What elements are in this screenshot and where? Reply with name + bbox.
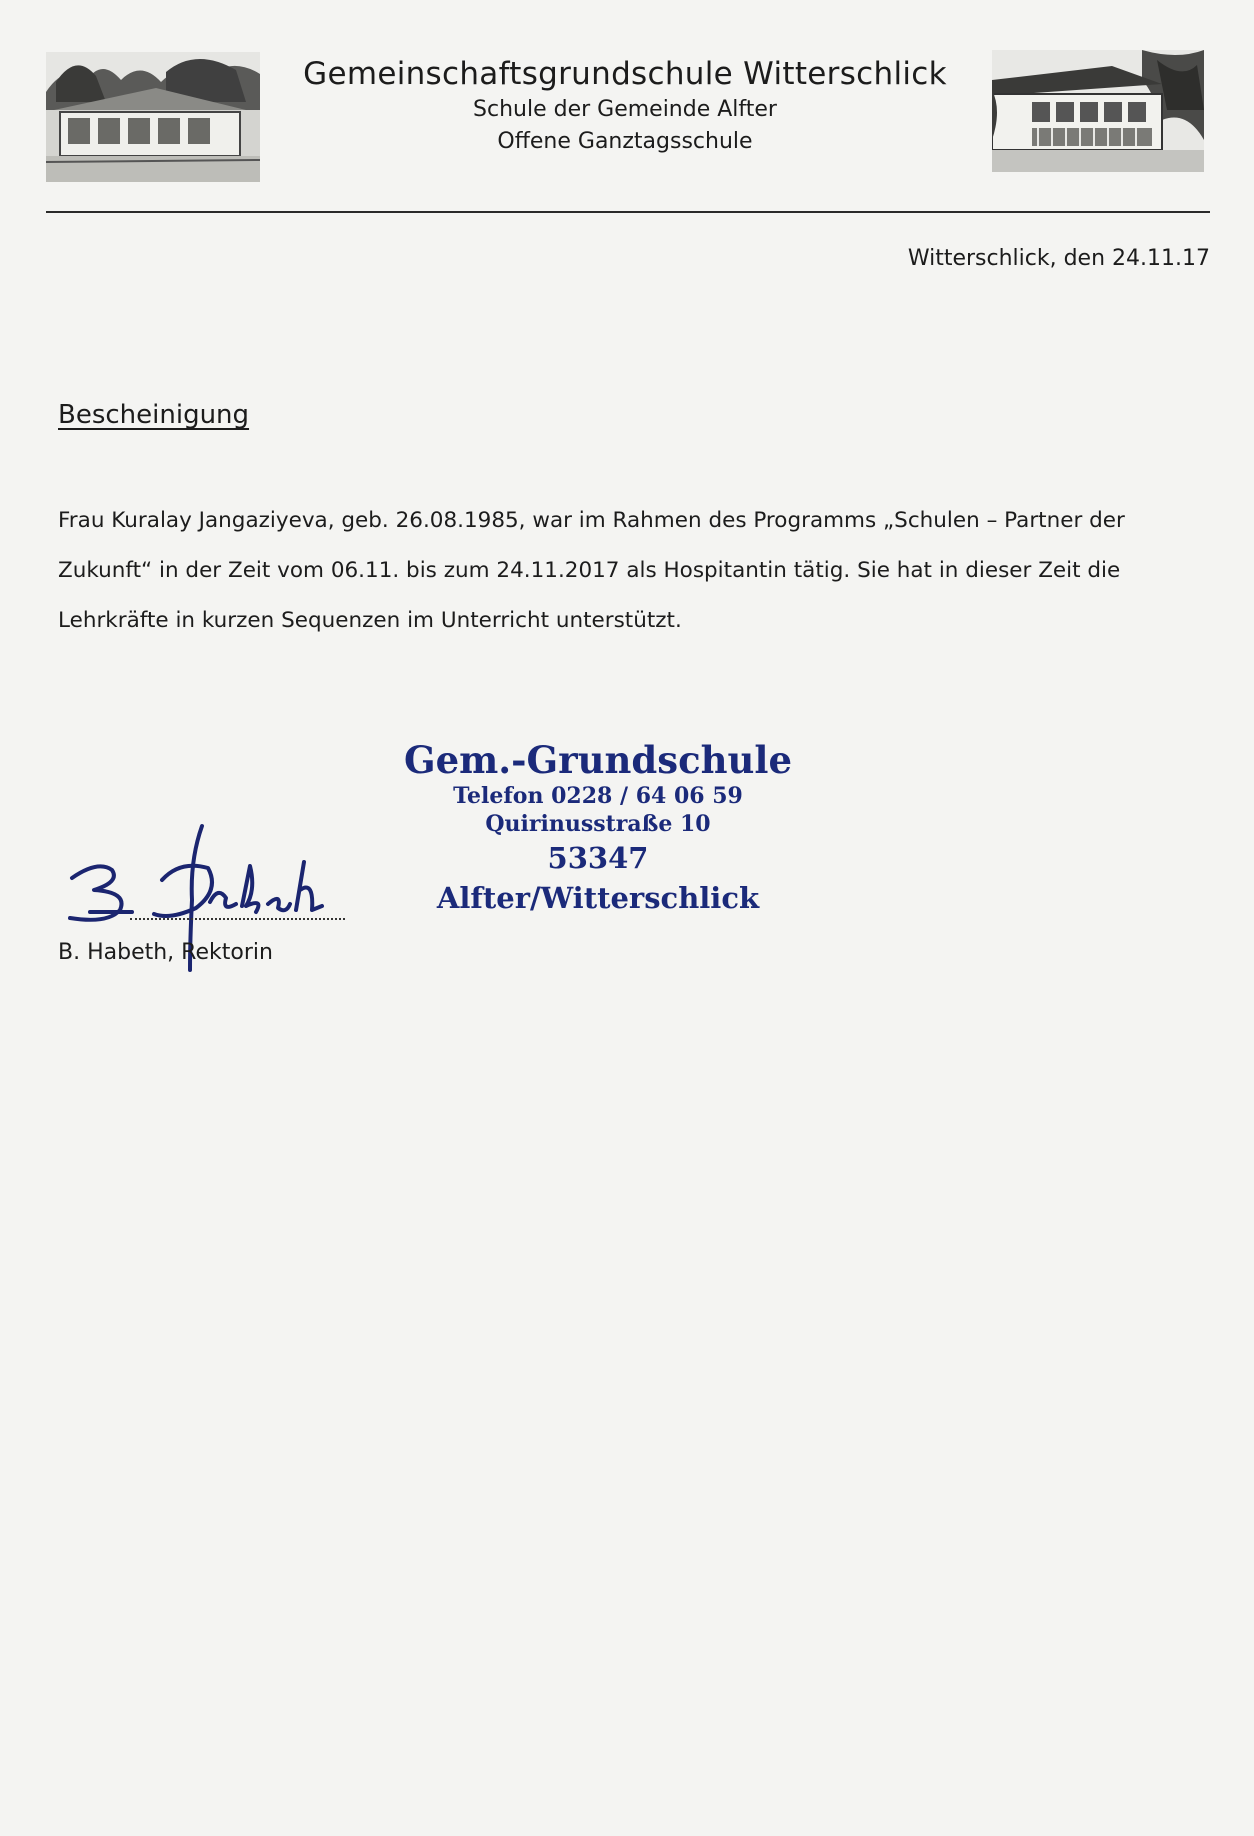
stamp-city: 53347 Alfter/Witterschlick (436, 841, 760, 915)
signer-name: B. Habeth, Rektorin (58, 940, 273, 965)
school-building-photo-left (46, 52, 260, 182)
school-municipality: Schule der Gemeinde Alfter (473, 97, 777, 122)
place-and-date: Witterschlick, den 24.11.17 (907, 246, 1210, 271)
school-building-photo-right (992, 50, 1204, 172)
school-name: Gemeinschaftsgrundschule Witterschlick (303, 56, 947, 92)
body-line-1: Frau Kuralay Jangaziyeva, geb. 26.08.1985, war im Rahmen des Programms „Schulen – Partner der (58, 508, 1125, 533)
school-stamp (398, 738, 798, 918)
stamp-street: Quirinusstraße 10 (485, 811, 711, 837)
school-type: Offene Ganztagsschule (497, 129, 753, 154)
stamp-school-name: Gem.-Grundschule (403, 738, 793, 782)
document-title: Bescheinigung (58, 400, 250, 430)
school-letterhead (290, 54, 960, 158)
stamp-phone: Telefon 0228 / 64 06 59 (453, 783, 743, 809)
certificate-body (58, 496, 1168, 646)
header-divider (46, 211, 1210, 213)
signature-line (130, 918, 345, 920)
body-line-3: Lehrkräfte in kurzen Sequenzen im Unterricht unterstützt. (58, 608, 682, 633)
body-line-2: Zukunft“ in der Zeit vom 06.11. bis zum 24.11.2017 als Hospitantin tätig. Sie hat in dieser Zeit die (58, 558, 1121, 583)
